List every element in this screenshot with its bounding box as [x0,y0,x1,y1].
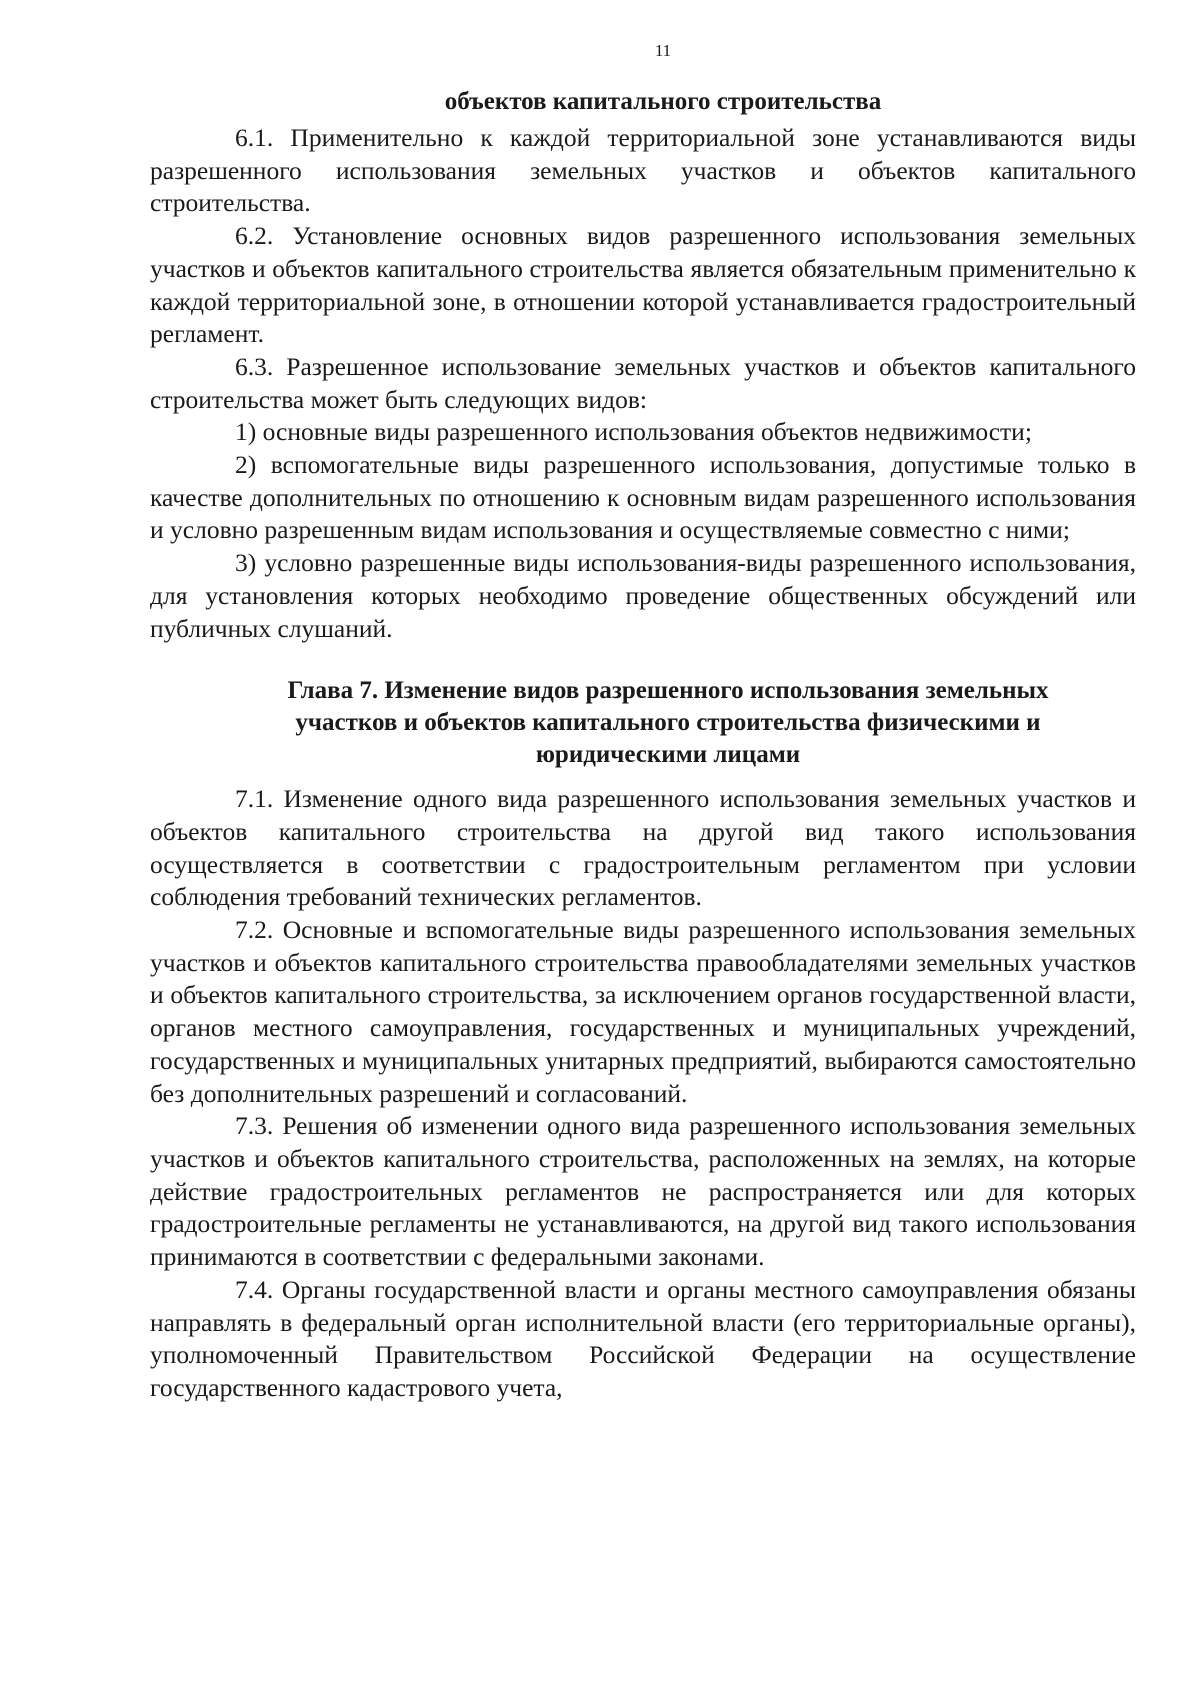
section-title: объектов капитального строительства [444,88,882,115]
paragraph-7-4: 7.4. Органы государственной власти и органы местного самоуправления обязаны направлять в федеральный орган исполнительной власти (его территориальные органы), уполномоченный Правительством Российской Федерации на осуществление государственного кадастрового учета, [150,1274,1136,1402]
document-page [150,40,1136,1405]
paragraph-6-1: 6.1. Применительно к каждой территориальной зоне устанавливаются виды разрешенного использования земельных участков и объектов капитального строительства. [150,123,1136,218]
list-item-1: 1) основные виды разрешенного использования объектов недвижимости; [235,417,1032,447]
paragraph-6-2: 6.2. Установление основных видов разрешенного использования земельных участков и объектов капитального строительства является обязательным применительно к каждой территориальной зоне, в отношении которой устанавливается градостроительный регламент. [150,221,1136,349]
paragraph-7-3: 7.3. Решения об изменении одного вида разрешенного использования земельных участков и объектов капитального строительства, расположенных на землях, на которые действие градостроительных регламентов не распространяется или для которых градостроительные регламенты не устанавливаются, на другой вид такого использования принимаются в соответствии с федеральными законами. [150,1111,1136,1272]
paragraph-6-3: 6.3. Разрешенное использование земельных участков и объектов капитального строительства может быть следующих видов: [150,351,1136,414]
list-item-2: 2) вспомогательные виды разрешенного использования, допустимые только в качестве дополнительных по отношению к основным видам разрешенного использования и условно разрешенным видам использования и осуществляемые совместно с ними; [150,450,1136,545]
chapter-7-title: Глава 7. Изменение видов разрешенного использования земельных участков и объектов капитального строительства физическими и юридическими лицами [287,677,1049,769]
list-item-3: 3) условно разрешенные виды использования-виды разрешенного использования, для установления которых необходимо проведение общественных обсуждений или публичных слушаний. [150,548,1136,643]
paragraph-7-1: 7.1. Изменение одного вида разрешенного использования земельных участков и объектов капитального строительства на другой вид такого использования осуществляется в соответствии с градостроительным регламентом при условии соблюдения требований технических регламентов. [150,784,1136,912]
page-number: 11 [654,41,672,60]
paragraph-7-2: 7.2. Основные и вспомогательные виды разрешенного использования земельных участков и объектов капитального строительства правообладателями земельных участков и объектов капитального строительства, за исключением органов государственной власти, органов местного самоуправления, государственных и муниципальных учреждений, государственных и муниципальных унитарных предприятий, выбираются самостоятельно без дополнительных разрешений и согласований. [150,915,1136,1108]
